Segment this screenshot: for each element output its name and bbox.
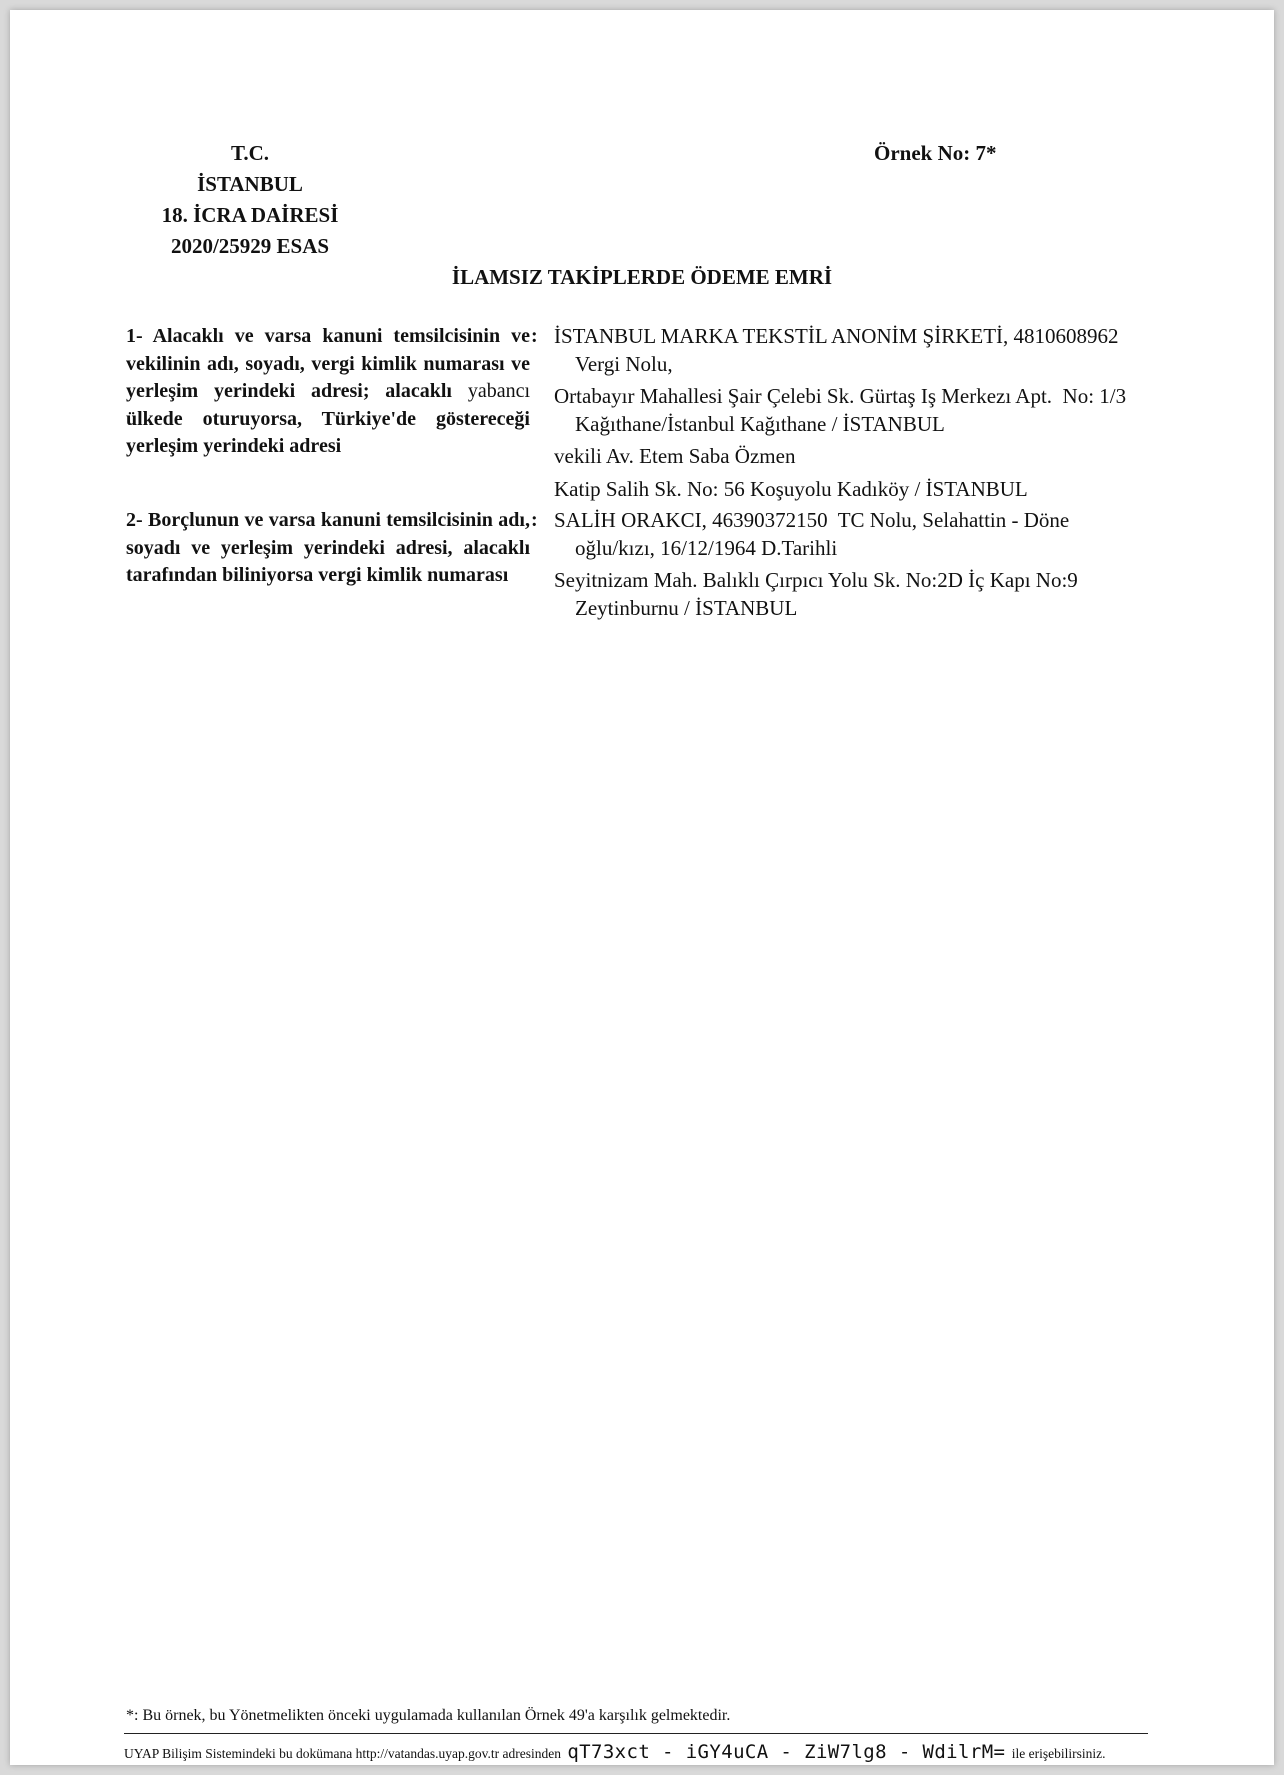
document-page — [10, 10, 1274, 1765]
creditor-label-text: 1- Alacaklı ve varsa kanuni temsilcisinin ve vekilinin adı, soyadı, vergi kimlik numarası ve yerleşim yerindeki adresi; alacaklı — [126, 325, 530, 402]
document-title: İLAMSIZ TAKİPLERDE ÖDEME EMRİ — [451, 265, 833, 289]
header-line-tc: T.C. — [230, 141, 270, 165]
access-code: qT73xct - iGY4uCA - ZiW7lg8 - WdilrM= — [567, 1741, 1006, 1763]
access-line — [124, 1739, 1154, 1767]
creditor-values — [554, 323, 1154, 503]
court-header — [138, 138, 362, 262]
header-line-city: İSTANBUL — [197, 172, 303, 196]
footer-divider — [124, 1733, 1148, 1734]
creditor-label — [126, 323, 530, 461]
creditor-label-end: ülkede oturuyorsa, Türkiye'de göstereceği yerleşim yerindeki adresi — [126, 407, 530, 457]
debtor-address: Seyitnizam Mah. Balıklı Çırpıcı Yolu Sk. No:2D İç Kapı No:9 Zeytinburnu / İSTANBUL — [554, 568, 1084, 620]
creditor-address: Ortabayır Mahallesi Şair Çelebi Sk. Gürtaş Iş Merkezı Apt. No: 1/3 Kağıthane/İstanbul Kağıthane / İSTANBUL — [554, 384, 1137, 436]
access-suffix: ile erişebilirsiniz. — [1011, 1746, 1106, 1761]
header-line-office: 18. İCRA DAİRESİ — [161, 203, 339, 227]
sample-number: Örnek No: 7* — [874, 141, 997, 165]
debtor-label: 2- Borçlunun ve varsa kanuni temsilcisinin adı, soyadı ve yerleşim yerindeki adresi, alacaklı tarafından biliniyorsa vergi kimlik numarası — [126, 509, 530, 586]
creditor-colon: : — [531, 325, 538, 347]
header-line-file-no: 2020/25929 ESAS — [170, 234, 330, 258]
creditor-label-light: yabancı — [467, 380, 530, 402]
attorney-address: Katip Salih Sk. No: 56 Koşuyolu Kadıköy / İSTANBUL — [554, 476, 1028, 501]
debtor-values — [554, 507, 1154, 622]
footnote: *: Bu örnek, bu Yönetmelikten önceki uygulamada kullanılan Örnek 49'a karşılık gelmektedir. — [126, 1707, 731, 1724]
debtor-name: SALİH ORAKCI, 46390372150 TC Nolu, Selahattin - Döne oğlu/kızı, 16/12/1964 D.Tarihli — [554, 508, 1075, 560]
access-prefix: UYAP Bilişim Sistemindeki bu dokümana http://vatandas.uyap.gov.tr adresinden — [124, 1746, 561, 1761]
debtor-colon: : — [531, 509, 538, 531]
creditor-name: İSTANBUL MARKA TEKSTİL ANONİM ŞİRKETİ, 4810608962 Vergi Nolu, — [554, 324, 1129, 376]
attorney-name: vekili Av. Etem Saba Özmen — [554, 444, 796, 468]
